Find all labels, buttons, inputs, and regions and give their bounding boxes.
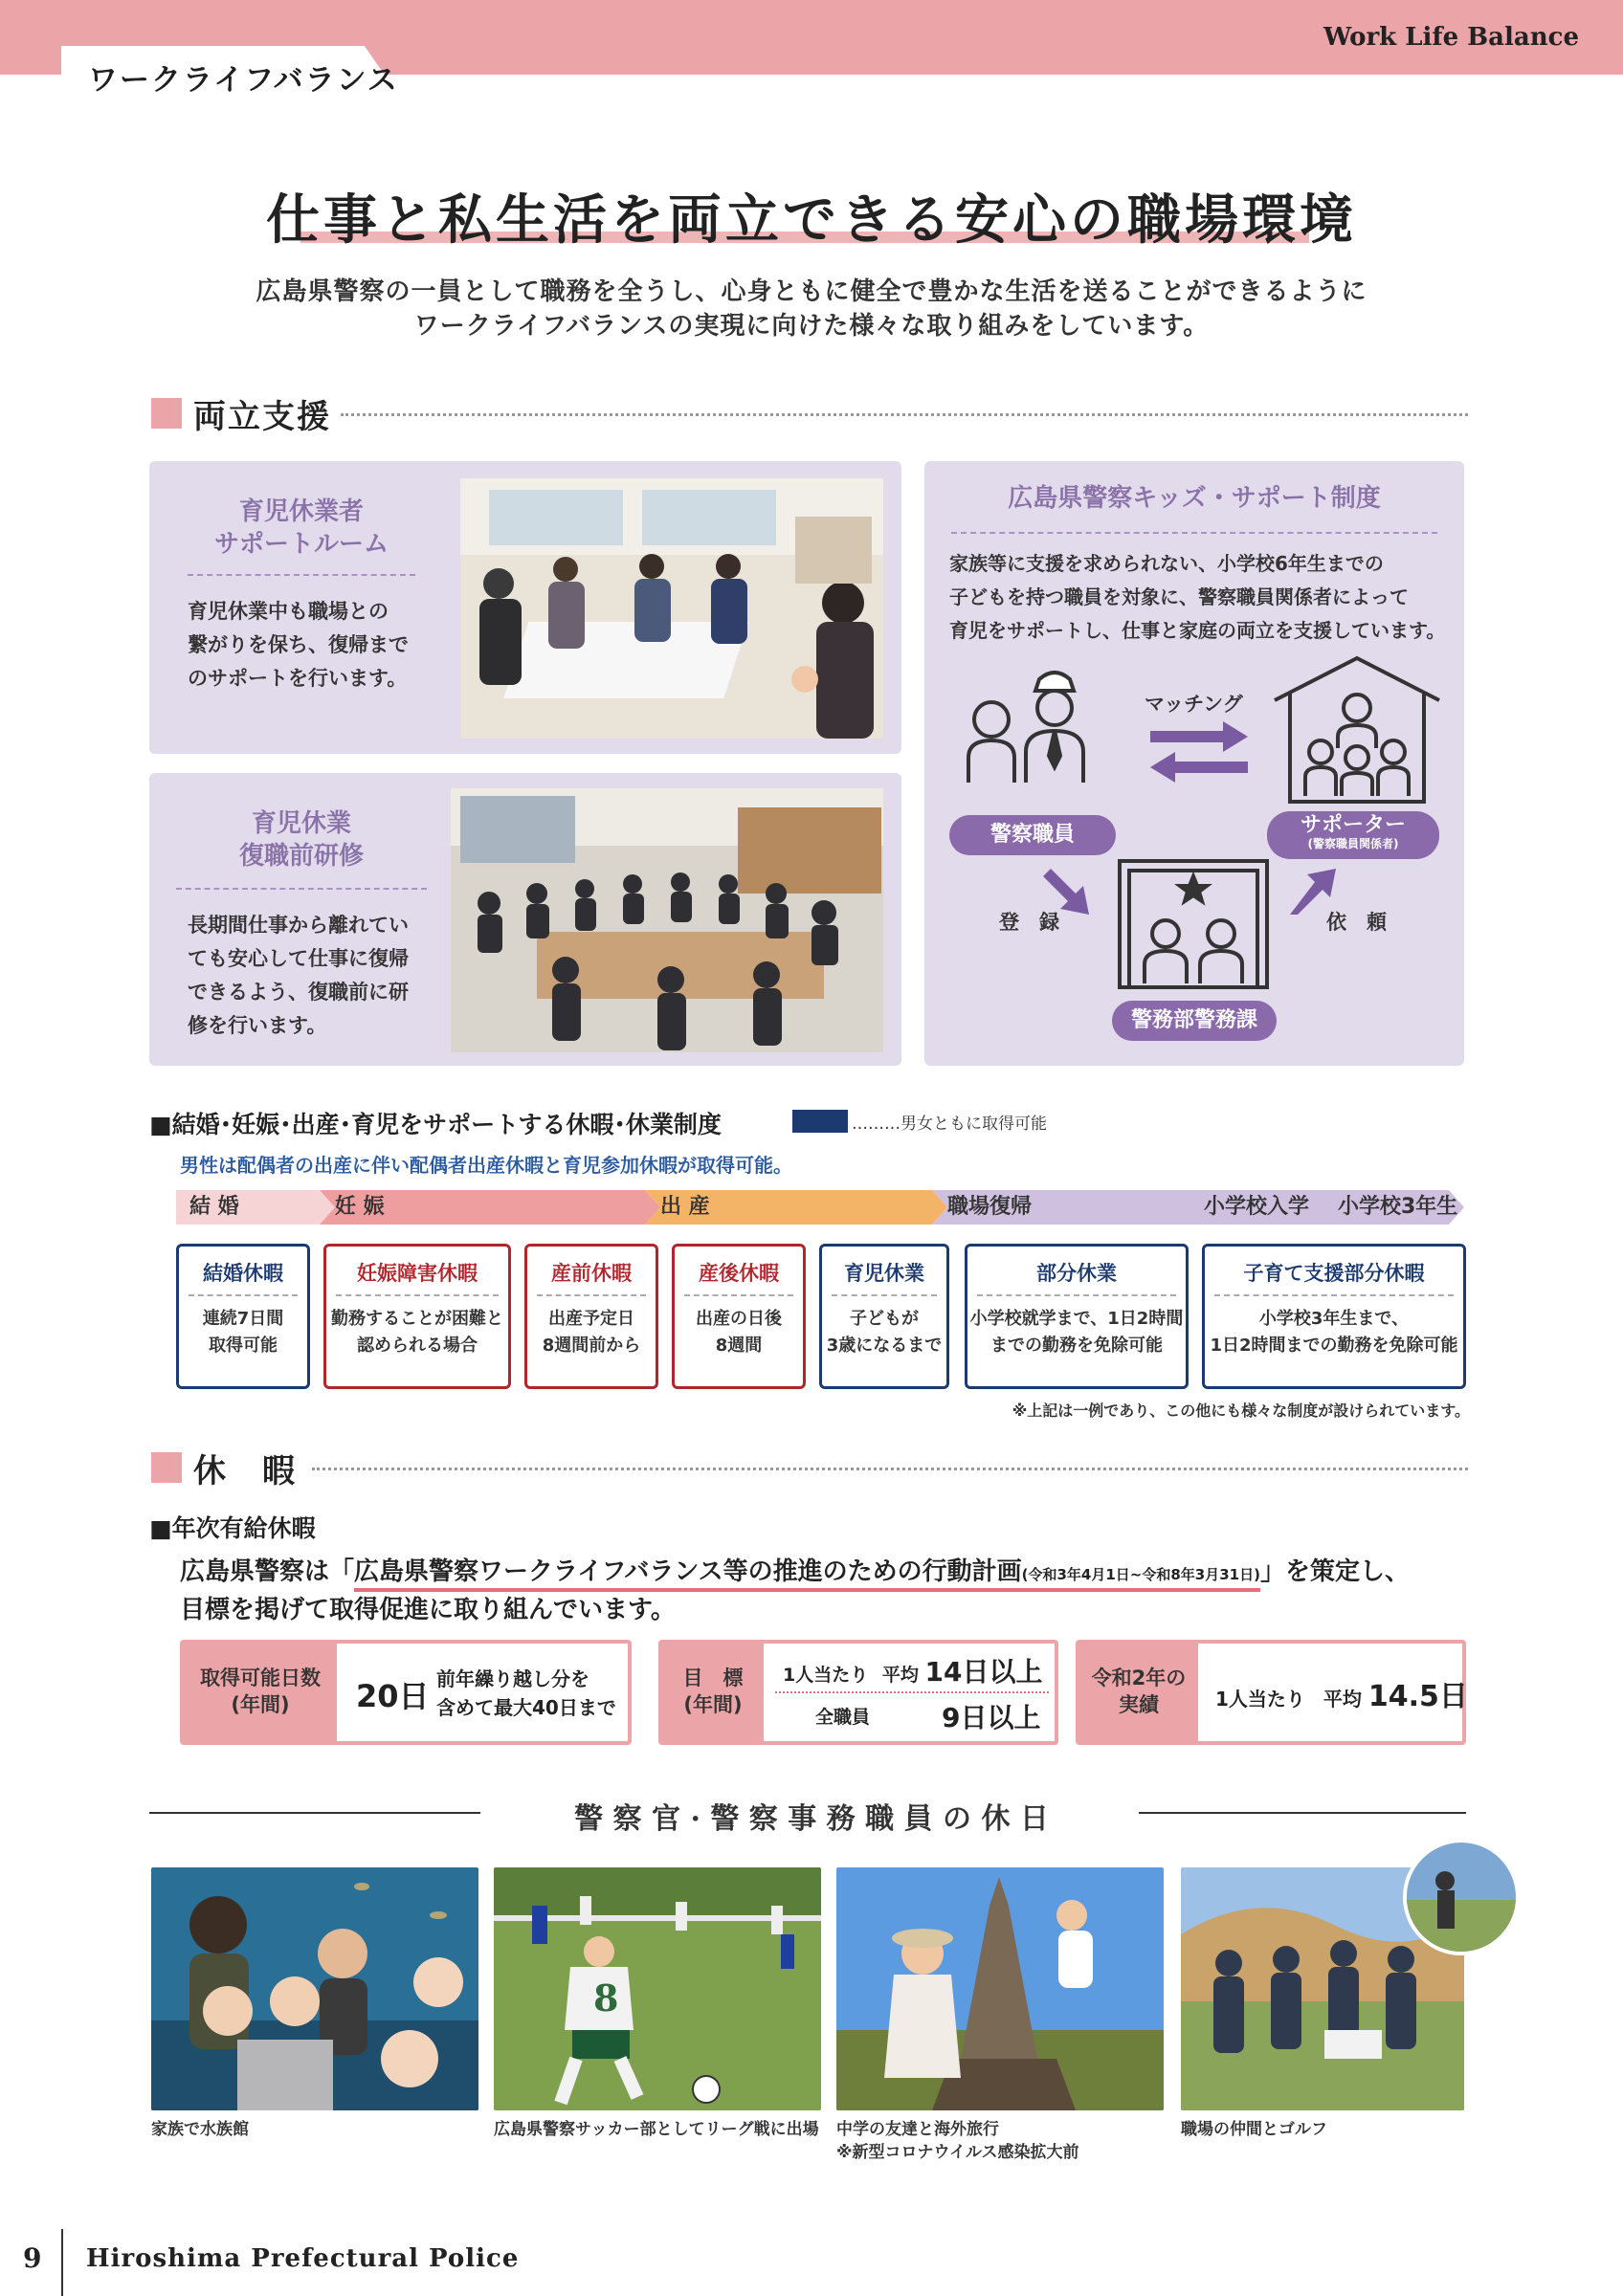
support-room-text: 育児休業中も職場との 繋がりを保ち、復帰まで のサポートを行います。 [188, 600, 409, 690]
caption-travel: 中学の友達と海外旅行 ※新型コロナウイルス感染拡大前 [836, 2120, 1079, 2162]
stat-head: 取得可能日数 (年間) [184, 1644, 337, 1741]
photo-support-room [460, 478, 883, 739]
holiday-heading: 警 察 官 · 警 察 事 務 職 員 の 休 日 [574, 1802, 1049, 1836]
leave-footnote: ※上記は一例であり、この他にも様々な制度が設けられています。 [1012, 1402, 1470, 1420]
lead-line-1: 広島県警察の一員として職務を全うし、心身ともに健全で豊かな生活を送ることができるように [256, 277, 1367, 306]
target-row-1: 1人当たり 平均 14日以上 [783, 1656, 1043, 1688]
section-dotline [312, 1468, 1468, 1470]
stage-return: 職場復帰 [947, 1195, 1033, 1219]
result-value: 1人当たり 平均 14.5日 [1215, 1680, 1468, 1713]
card-separator [951, 532, 1437, 534]
leave-box-partial: 部分休業 小学校就学まで、1日2時間 までの勤務を免除可能 [965, 1244, 1189, 1389]
section-dotline [341, 413, 1468, 416]
section-marker [151, 398, 182, 429]
leave-box-marriage: 結婚休暇 連続7日間 取得可能 [176, 1244, 310, 1389]
page-number: 9 [23, 2242, 42, 2274]
card-support-room [149, 461, 901, 754]
annual-leave-text: 広島県警察は「広島県警察ワークライフバランス等の推進のための行動計画(令和3年4月1日~令和8年3月31日)」を策定し、 [180, 1552, 1481, 1587]
training-text: 長期間仕事から離れてい ても安心して仕事に復帰 できるよう、復職前に研 修を行います。 [188, 914, 409, 1037]
photo-training [451, 788, 883, 1052]
section-tab-label: ワークライフバランス [88, 63, 399, 98]
stat-box-result [1076, 1640, 1466, 1745]
lead-line-2: ワークライフバランスの実現に向けた様々な取り組みをしています。 [413, 312, 1210, 341]
leave-box-pregnancy: 妊娠障害休暇 勤務することが困難と 認められる場合 [323, 1244, 511, 1389]
annual-leave-text-2: 目標を掲げて取得促進に取り組んでいます。 [180, 1596, 676, 1624]
section-marker [151, 1452, 182, 1483]
stage-third-grade: 小学校3年生 [1338, 1195, 1458, 1219]
caption-golf: 職場の仲間とゴルフ [1181, 2120, 1327, 2139]
holiday-rule-left [149, 1812, 480, 1814]
target-row-2-value: 9日以上 [942, 1702, 1041, 1733]
support-room-title: 育児休業者 サポートルーム [213, 497, 389, 559]
matching-label: マッチング [1145, 693, 1243, 716]
annual-leave-heading: ■年次有給休暇 [149, 1514, 316, 1542]
stat-note: 前年繰り越し分を 含めて最大40日まで [436, 1667, 616, 1719]
stat-value: 20日 [356, 1678, 430, 1714]
target-row-2-label: 全職員 [815, 1707, 871, 1728]
police-staff-pill: 警察職員 [949, 815, 1116, 855]
supporter-pill: サポーター (警察職員関係者) [1267, 811, 1439, 859]
register-label: 登 録 [999, 911, 1059, 934]
holiday-rule-right [1139, 1812, 1466, 1814]
card-separator [176, 888, 427, 890]
stage-school-entry: 小学校入学 [1204, 1195, 1310, 1219]
stage-marriage: 結 婚 [189, 1195, 239, 1219]
target-divider [775, 1691, 1049, 1693]
leave-box-child-support: 子育て支援部分休暇 小学校3年生まで、 1日2時間までの勤務を免除可能 [1202, 1244, 1466, 1389]
footer-org: Hiroshima Prefectural Police [86, 2244, 520, 2273]
training-title: 育児休業 復職前研修 [238, 809, 364, 871]
section-heading-vacation: 休 暇 [193, 1452, 297, 1490]
life-stage-timeline [176, 1190, 1464, 1225]
stat-box-available-days [180, 1640, 632, 1745]
kids-support-title: 広島県警察キッズ・サポート制度 [1008, 484, 1381, 513]
leave-system-heading: ■結婚･妊娠･出産･育児をサポートする休暇･休業制度 [149, 1111, 722, 1138]
header-english-label: Work Life Balance [1323, 23, 1579, 52]
dept-pill: 警務部警務課 [1112, 1001, 1277, 1041]
card-kids-support [924, 461, 1464, 1066]
kids-support-text: 家族等に支援を求められない、小学校6年生までの 子どもを持つ職員を対象に、警察職員関係者によって 育児をサポートし、仕事と家庭の両立を支援しています。 [949, 552, 1446, 642]
stat-box-target [658, 1640, 1058, 1745]
stage-birth: 出 産 [660, 1195, 710, 1219]
matching-arrows-icon [1146, 718, 1252, 788]
legend-text: ………男女ともに取得可能 [852, 1115, 1047, 1134]
leave-box-childcare: 育児休業 子どもが 3歳になるまで [819, 1244, 949, 1389]
jersey-number: 8 [593, 1976, 619, 2020]
stat-head: 令和2年の 実績 [1079, 1644, 1198, 1741]
police-office-icon [1116, 857, 1271, 995]
supporter-house-icon [1271, 652, 1443, 809]
card-training [149, 773, 901, 1066]
footer-divider [61, 2229, 63, 2296]
section-heading-support: 両立支援 [193, 398, 331, 436]
caption-soccer: 広島県警察サッカー部としてリーグ戦に出場 [494, 2120, 819, 2139]
photo-golf-inset [1403, 1839, 1520, 1955]
page-title: 仕事と私生活を両立できる安心の職場環境 [266, 188, 1357, 252]
police-staff-icon [963, 660, 1097, 788]
legend-swatch [792, 1110, 848, 1133]
leave-box-postnatal: 産後休暇 出産の日後 8週間 [672, 1244, 806, 1389]
male-note: 男性は配偶者の出産に伴い配偶者出産休暇と育児参加休暇が取得可能。 [180, 1154, 792, 1177]
stat-head: 目 標 (年間) [662, 1644, 764, 1741]
photo-travel [836, 1867, 1164, 2110]
card-separator [188, 574, 415, 576]
leave-box-prenatal: 産前休暇 出産予定日 8週間前から [524, 1244, 658, 1389]
stage-pregnancy: 妊 娠 [335, 1195, 385, 1219]
caption-aquarium: 家族で水族館 [151, 2120, 249, 2139]
request-label: 依 頼 [1326, 911, 1387, 934]
photo-soccer [494, 1867, 821, 2110]
photo-aquarium [151, 1867, 478, 2110]
